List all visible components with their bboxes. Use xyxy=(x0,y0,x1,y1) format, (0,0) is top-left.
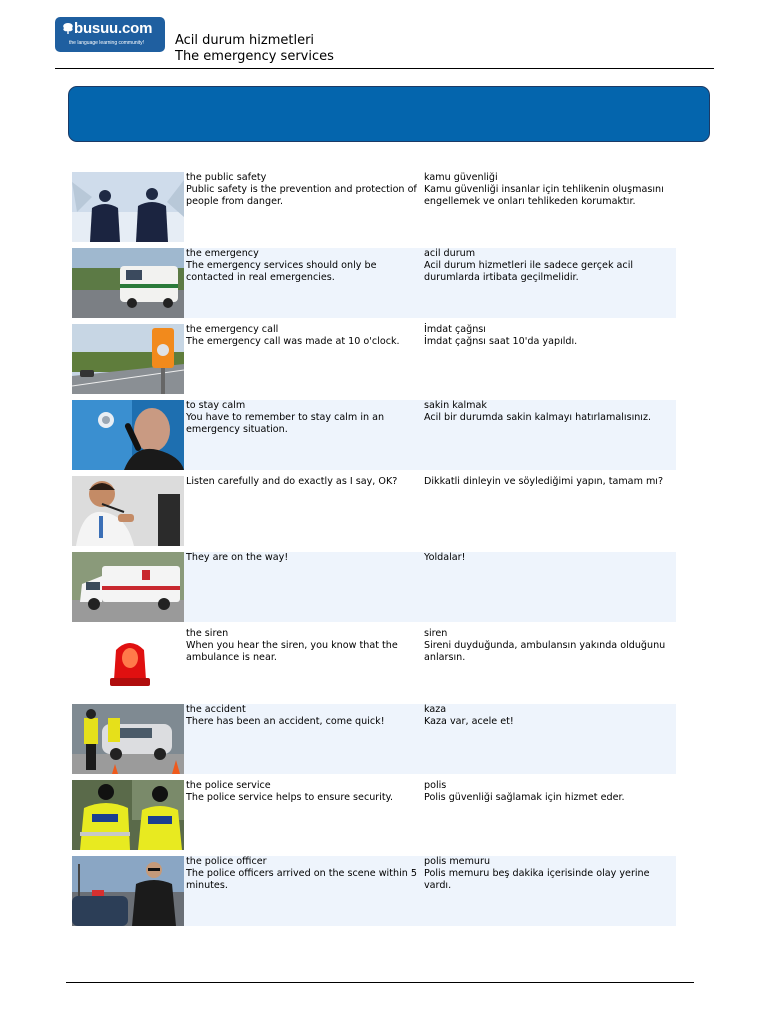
sentence-en: Listen carefully and do exactly as I say, OK? xyxy=(186,476,398,487)
word-en: the public safety xyxy=(186,172,267,183)
word-tr: polis memuru xyxy=(424,856,491,867)
page-title-en: The emergency services xyxy=(175,49,334,64)
police-officer-street-photo xyxy=(72,856,184,926)
busuu-logo xyxy=(55,17,165,52)
sentence-en: When you hear the siren, you know that the ambulance is near. xyxy=(186,640,398,663)
vocab-row xyxy=(72,856,676,926)
word-en: the emergency xyxy=(186,248,259,259)
word-en: to stay calm xyxy=(186,400,246,411)
word-tr: acil durum xyxy=(424,248,476,259)
word-tr: kaza xyxy=(424,704,447,715)
vocabulary-list xyxy=(72,172,676,932)
sentence-en: They are on the way! xyxy=(186,552,289,563)
tree-icon xyxy=(61,21,75,35)
title-banner xyxy=(68,86,710,142)
word-en: the police officer xyxy=(186,856,267,867)
vocab-row xyxy=(72,704,676,774)
sentence-tr: Kaza var, acele et! xyxy=(424,716,514,727)
ambulance-road-photo xyxy=(72,248,184,318)
word-en: the accident xyxy=(186,704,246,715)
sentence-en: The emergency call was made at 10 o'clock. xyxy=(186,336,400,347)
operator-headset-photo xyxy=(72,476,184,546)
vocab-row xyxy=(72,248,676,318)
sentence-en: The police officers arrived on the scene within 5 minutes. xyxy=(186,868,417,891)
police-officers-snow-photo xyxy=(72,172,184,242)
word-tr: siren xyxy=(424,628,448,639)
footer-divider xyxy=(66,982,694,983)
sentence-tr: İmdat çağnsı saat 10'da yapıldı. xyxy=(424,336,578,347)
sentence-tr: Dikkatli dinleyin ve söylediğimi yapın, tamam mı? xyxy=(424,476,664,487)
roadside-emergency-phone-photo xyxy=(72,324,184,394)
header-divider xyxy=(55,68,714,69)
vocab-row xyxy=(72,324,676,394)
sentence-en: Public safety is the prevention and protection of people from danger. xyxy=(186,184,417,207)
sentence-tr: Acil durum hizmetleri ile sadece gerçek acil durumlarda irtibata geçilmelidir. xyxy=(424,260,634,283)
person-on-phone-photo xyxy=(72,400,184,470)
sentence-en: The police service helps to ensure security. xyxy=(186,792,394,803)
sentence-tr: Polis memuru beş dakika içerisinde olay yerine vardı. xyxy=(424,868,650,891)
sentence-tr: Yoldalar! xyxy=(424,552,466,563)
logo-text: busuu.com xyxy=(74,20,153,37)
vocab-row xyxy=(72,628,676,698)
vocab-row xyxy=(72,400,676,470)
sentence-en: There has been an accident, come quick! xyxy=(186,716,385,727)
word-tr: İmdat çağnsı xyxy=(424,324,486,335)
red-siren-light-photo xyxy=(72,628,184,698)
vocab-row xyxy=(72,780,676,850)
word-en: the police service xyxy=(186,780,271,791)
sentence-en: The emergency services should only be contacted in real emergencies. xyxy=(186,260,377,283)
sentence-tr: Sireni duyduğunda, ambulansın yakında olduğunu anlarsın. xyxy=(424,640,666,663)
logo-tagline: the language learning community! xyxy=(69,40,145,46)
vocab-row xyxy=(72,172,676,242)
sentence-tr: Acil bir durumda sakin kalmayı hatırlamalısınız. xyxy=(424,412,652,423)
word-tr: polis xyxy=(424,780,447,791)
accident-scene-photo xyxy=(72,704,184,774)
word-en: the emergency call xyxy=(186,324,279,335)
sentence-en: You have to remember to stay calm in an emergency situation. xyxy=(186,412,385,435)
sentence-tr: Kamu güvenliği insanlar için tehlikenin oluşmasını engellemek ve onları tehlikeden korumaktır. xyxy=(424,184,664,207)
ambulance-driving-photo xyxy=(72,552,184,622)
word-en: the siren xyxy=(186,628,229,639)
word-tr: sakin kalmak xyxy=(424,400,487,411)
police-officers-vests-photo xyxy=(72,780,184,850)
vocab-row xyxy=(72,552,676,622)
word-tr: kamu güvenliği xyxy=(424,172,498,183)
sentence-tr: Polis güvenliği sağlamak için hizmet eder. xyxy=(424,792,625,803)
vocab-row xyxy=(72,476,676,546)
page-title-tr: Acil durum hizmetleri xyxy=(175,33,315,48)
